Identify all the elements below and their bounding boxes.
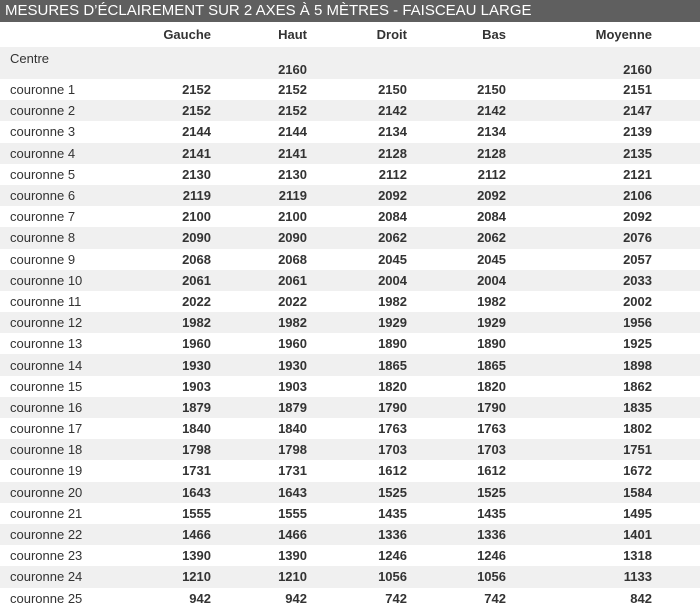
cell-haut: 2022 (211, 291, 307, 312)
cell-bas: 2128 (407, 143, 506, 164)
cell-bas: 1525 (407, 482, 506, 503)
table-row (0, 397, 700, 418)
cell-moyenne: 1133 (506, 566, 652, 587)
cell-gauche: 1390 (110, 545, 211, 566)
row-spacer (652, 164, 700, 185)
row-label: couronne 19 (0, 460, 110, 481)
column-header-gauche: Gauche (110, 22, 211, 47)
cell-gauche: 1903 (110, 376, 211, 397)
cell-haut: 1879 (211, 397, 307, 418)
table-row (0, 588, 700, 609)
cell-droit: 1246 (307, 545, 407, 566)
cell-haut: 2119 (211, 185, 307, 206)
cell-moyenne: 2135 (506, 143, 652, 164)
cell-haut: 2141 (211, 143, 307, 164)
table-row (0, 354, 700, 375)
cell-moyenne: 1925 (506, 333, 652, 354)
row-label: couronne 2 (0, 100, 110, 121)
cell-bas: 2092 (407, 185, 506, 206)
cell-haut: 2160 (211, 47, 307, 79)
cell-bas: 1246 (407, 545, 506, 566)
row-label: couronne 8 (0, 227, 110, 248)
cell-haut: 2090 (211, 227, 307, 248)
table-row (0, 291, 700, 312)
table-row (0, 482, 700, 503)
cell-droit: 1763 (307, 418, 407, 439)
table-row (0, 143, 700, 164)
row-label: Centre (0, 47, 110, 79)
row-spacer (652, 79, 700, 100)
row-spacer (652, 291, 700, 312)
row-label: couronne 14 (0, 354, 110, 375)
table-row (0, 270, 700, 291)
row-label: couronne 17 (0, 418, 110, 439)
row-label: couronne 3 (0, 121, 110, 142)
cell-moyenne: 1898 (506, 354, 652, 375)
cell-moyenne: 2002 (506, 291, 652, 312)
cell-haut: 1798 (211, 439, 307, 460)
cell-droit: 1982 (307, 291, 407, 312)
cell-gauche (110, 47, 211, 79)
row-label: couronne 23 (0, 545, 110, 566)
cell-droit: 2084 (307, 206, 407, 227)
cell-droit: 742 (307, 588, 407, 609)
cell-droit: 2134 (307, 121, 407, 142)
cell-haut: 1210 (211, 566, 307, 587)
row-spacer (652, 270, 700, 291)
cell-moyenne: 1672 (506, 460, 652, 481)
table-row (0, 100, 700, 121)
table-row (0, 566, 700, 587)
cell-bas: 1703 (407, 439, 506, 460)
cell-moyenne: 1318 (506, 545, 652, 566)
row-spacer (652, 249, 700, 270)
row-label: couronne 9 (0, 249, 110, 270)
cell-gauche: 1798 (110, 439, 211, 460)
row-label: couronne 7 (0, 206, 110, 227)
table-row (0, 312, 700, 333)
cell-droit: 1336 (307, 524, 407, 545)
cell-haut: 1930 (211, 354, 307, 375)
cell-bas: 1890 (407, 333, 506, 354)
cell-moyenne: 1956 (506, 312, 652, 333)
cell-moyenne: 2160 (506, 47, 652, 79)
cell-gauche: 1555 (110, 503, 211, 524)
table-row (0, 418, 700, 439)
cell-moyenne: 2139 (506, 121, 652, 142)
table-row (0, 121, 700, 142)
cell-haut: 2152 (211, 79, 307, 100)
cell-bas: 1982 (407, 291, 506, 312)
cell-gauche: 1840 (110, 418, 211, 439)
cell-haut: 942 (211, 588, 307, 609)
cell-bas: 2112 (407, 164, 506, 185)
cell-droit: 2128 (307, 143, 407, 164)
table-row (0, 439, 700, 460)
row-spacer (652, 588, 700, 609)
cell-droit: 1612 (307, 460, 407, 481)
cell-gauche: 2061 (110, 270, 211, 291)
table-row (0, 185, 700, 206)
header-row (0, 22, 700, 47)
cell-moyenne: 842 (506, 588, 652, 609)
cell-droit (307, 47, 407, 79)
table-row (0, 206, 700, 227)
header-spacer (652, 22, 700, 47)
row-label: couronne 18 (0, 439, 110, 460)
cell-droit: 2092 (307, 185, 407, 206)
row-spacer (652, 121, 700, 142)
cell-gauche: 1879 (110, 397, 211, 418)
cell-haut: 1903 (211, 376, 307, 397)
cell-haut: 1643 (211, 482, 307, 503)
cell-droit: 1820 (307, 376, 407, 397)
cell-gauche: 2144 (110, 121, 211, 142)
row-spacer (652, 566, 700, 587)
table-row (0, 79, 700, 100)
cell-moyenne: 1584 (506, 482, 652, 503)
row-spacer (652, 439, 700, 460)
table-row (0, 376, 700, 397)
cell-gauche: 2022 (110, 291, 211, 312)
cell-droit: 2150 (307, 79, 407, 100)
column-header-haut: Haut (211, 22, 307, 47)
cell-haut: 2152 (211, 100, 307, 121)
cell-moyenne: 1751 (506, 439, 652, 460)
cell-haut: 2130 (211, 164, 307, 185)
row-label: couronne 10 (0, 270, 110, 291)
cell-moyenne: 1401 (506, 524, 652, 545)
row-spacer (652, 206, 700, 227)
cell-droit: 2112 (307, 164, 407, 185)
row-spacer (652, 100, 700, 121)
cell-haut: 1390 (211, 545, 307, 566)
cell-bas: 2142 (407, 100, 506, 121)
cell-droit: 1865 (307, 354, 407, 375)
cell-bas: 1336 (407, 524, 506, 545)
row-spacer (652, 482, 700, 503)
row-label: couronne 6 (0, 185, 110, 206)
cell-bas: 742 (407, 588, 506, 609)
row-label: couronne 13 (0, 333, 110, 354)
cell-gauche: 1210 (110, 566, 211, 587)
cell-moyenne: 2106 (506, 185, 652, 206)
cell-droit: 2045 (307, 249, 407, 270)
cell-moyenne: 2151 (506, 79, 652, 100)
cell-gauche: 1466 (110, 524, 211, 545)
cell-moyenne: 1862 (506, 376, 652, 397)
row-spacer (652, 143, 700, 164)
cell-moyenne: 2057 (506, 249, 652, 270)
row-label: couronne 1 (0, 79, 110, 100)
cell-bas (407, 47, 506, 79)
cell-haut: 1960 (211, 333, 307, 354)
table-body (0, 47, 700, 609)
cell-gauche: 2152 (110, 79, 211, 100)
cell-haut: 1982 (211, 312, 307, 333)
cell-moyenne: 2076 (506, 227, 652, 248)
cell-haut: 2068 (211, 249, 307, 270)
row-spacer (652, 376, 700, 397)
cell-bas: 1612 (407, 460, 506, 481)
column-header-droit: Droit (307, 22, 407, 47)
table-row (0, 545, 700, 566)
row-label: couronne 4 (0, 143, 110, 164)
row-spacer (652, 333, 700, 354)
cell-haut: 1555 (211, 503, 307, 524)
cell-bas: 2150 (407, 79, 506, 100)
table-row (0, 47, 700, 79)
cell-bas: 1929 (407, 312, 506, 333)
row-label: couronne 25 (0, 588, 110, 609)
row-spacer (652, 312, 700, 333)
cell-bas: 2045 (407, 249, 506, 270)
cell-bas: 2062 (407, 227, 506, 248)
cell-droit: 2062 (307, 227, 407, 248)
row-spacer (652, 545, 700, 566)
cell-haut: 2100 (211, 206, 307, 227)
cell-gauche: 1643 (110, 482, 211, 503)
cell-droit: 1890 (307, 333, 407, 354)
cell-gauche: 2152 (110, 100, 211, 121)
column-header-bas: Bas (407, 22, 506, 47)
table-row (0, 227, 700, 248)
cell-gauche: 2141 (110, 143, 211, 164)
cell-moyenne: 1802 (506, 418, 652, 439)
cell-gauche: 1930 (110, 354, 211, 375)
cell-gauche: 2090 (110, 227, 211, 248)
cell-bas: 2004 (407, 270, 506, 291)
cell-bas: 1790 (407, 397, 506, 418)
cell-droit: 1929 (307, 312, 407, 333)
row-spacer (652, 227, 700, 248)
table-row (0, 249, 700, 270)
cell-gauche: 2130 (110, 164, 211, 185)
row-label: couronne 15 (0, 376, 110, 397)
row-label: couronne 22 (0, 524, 110, 545)
cell-droit: 2142 (307, 100, 407, 121)
table-row (0, 164, 700, 185)
cell-bas: 1865 (407, 354, 506, 375)
cell-haut: 2144 (211, 121, 307, 142)
table-row (0, 460, 700, 481)
measurements-table (0, 22, 700, 609)
cell-bas: 1820 (407, 376, 506, 397)
cell-gauche: 2068 (110, 249, 211, 270)
cell-moyenne: 2092 (506, 206, 652, 227)
cell-gauche: 942 (110, 588, 211, 609)
row-label: couronne 11 (0, 291, 110, 312)
row-spacer (652, 503, 700, 524)
row-label: couronne 5 (0, 164, 110, 185)
row-label: couronne 12 (0, 312, 110, 333)
cell-bas: 1435 (407, 503, 506, 524)
cell-droit: 1525 (307, 482, 407, 503)
column-header-moyenne: Moyenne (506, 22, 652, 47)
row-spacer (652, 47, 700, 79)
cell-droit: 1056 (307, 566, 407, 587)
cell-gauche: 1731 (110, 460, 211, 481)
cell-moyenne: 2147 (506, 100, 652, 121)
table-row (0, 503, 700, 524)
cell-gauche: 2119 (110, 185, 211, 206)
cell-gauche: 2100 (110, 206, 211, 227)
cell-droit: 1790 (307, 397, 407, 418)
cell-droit: 1703 (307, 439, 407, 460)
row-spacer (652, 418, 700, 439)
row-spacer (652, 524, 700, 545)
row-spacer (652, 354, 700, 375)
row-label: couronne 20 (0, 482, 110, 503)
cell-bas: 1056 (407, 566, 506, 587)
table-row (0, 333, 700, 354)
table-row (0, 524, 700, 545)
cell-bas: 1763 (407, 418, 506, 439)
row-label: couronne 21 (0, 503, 110, 524)
cell-haut: 2061 (211, 270, 307, 291)
cell-moyenne: 2121 (506, 164, 652, 185)
cell-droit: 1435 (307, 503, 407, 524)
cell-haut: 1840 (211, 418, 307, 439)
row-label: couronne 16 (0, 397, 110, 418)
table-title: MESURES D’ÉCLAIREMENT SUR 2 AXES À 5 MÈTRES - FAISCEAU LARGE (0, 0, 700, 22)
cell-haut: 1731 (211, 460, 307, 481)
cell-moyenne: 2033 (506, 270, 652, 291)
cell-gauche: 1982 (110, 312, 211, 333)
cell-droit: 2004 (307, 270, 407, 291)
cell-moyenne: 1495 (506, 503, 652, 524)
row-spacer (652, 185, 700, 206)
cell-bas: 2084 (407, 206, 506, 227)
row-spacer (652, 397, 700, 418)
cell-gauche: 1960 (110, 333, 211, 354)
cell-moyenne: 1835 (506, 397, 652, 418)
cell-haut: 1466 (211, 524, 307, 545)
header-corner (0, 22, 110, 47)
cell-bas: 2134 (407, 121, 506, 142)
row-label: couronne 24 (0, 566, 110, 587)
row-spacer (652, 460, 700, 481)
